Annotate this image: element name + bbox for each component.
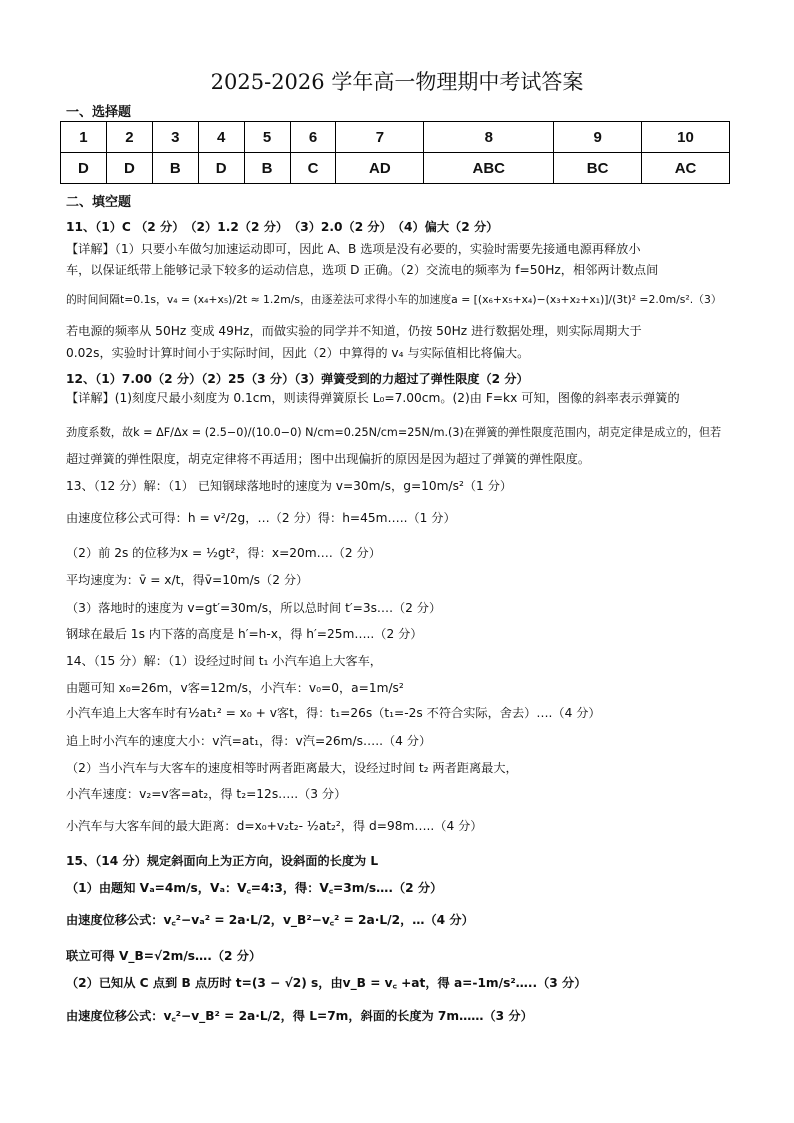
answer-line: 小汽车追上大客车时有½at₁² = x₀ + v客t，得：t₁=26s（t₁=-2s 不符合实际，舍去）….（4 分） — [66, 706, 601, 720]
answer-line: 由速度位移公式：v꜀²−vₐ² = 2a·L/2，v_B²−v꜀² = 2a·L/2，…（4 分） — [66, 913, 474, 927]
answer-line: 若电源的频率从 50Hz 变成 49Hz，而做实验的同学并不知道，仍按 50Hz 进行数据处理，则实际周期大于 — [66, 324, 642, 338]
answer-line: 车，以保证纸带上能够记录下较多的运动信息，选项 D 正确。（2）交流电的频率为 f=50Hz，相邻两计数点间 — [66, 263, 659, 277]
answer-line: 钢球在最后 1s 内下落的高度是 h′=h-x，得 h′=25m…..（2 分） — [66, 627, 423, 641]
answer-line: 12、（1）7.00（2 分）（2）25（3 分）（3）弹簧受到的力超过了弹性限度（2 分） — [66, 372, 529, 386]
answer-line: （2）前 2s 的位移为x = ½gt²，得：x=20m….（2 分） — [66, 546, 381, 560]
table-row-numbers — [61, 122, 730, 153]
answer-line: （3）落地时的速度为 v=gt′=30m/s，所以总时间 t′=3s….（2 分） — [66, 601, 442, 615]
answer-line: （2）当小汽车与大客车的速度相等时两者距离最大，设经过时间 t₂ 两者距离最大， — [66, 761, 518, 775]
table-cell: 7 — [336, 122, 424, 153]
answer-line: 平均速度为：v̄ = x/t，得v̄=10m/s（2 分） — [66, 573, 309, 587]
table-cell: 3 — [152, 122, 198, 153]
answer-line: 由速度位移公式：v꜀²−v_B² = 2a·L/2，得 L=7m，斜面的长度为 7m……（3 分） — [66, 1009, 533, 1023]
answer-line: 【详解】（1）只要小车做匀加速运动即可，因此 A、B 选项是没有必要的，实验时需要先接通电源再释放小 — [66, 242, 641, 256]
table-cell: B — [244, 153, 290, 184]
answer-line: 13、（12 分）解：（1） 已知钢球落地时的速度为 v=30m/s，g=10m/s²（1 分） — [66, 479, 513, 493]
answer-line: 联立可得 V_B=√2m/s….（2 分） — [66, 949, 262, 963]
table-cell: 9 — [554, 122, 642, 153]
answer-line: 0.02s，实验时计算时间小于实际时间，因此（2）中算得的 v₄ 与实际值相比将偏大。 — [66, 346, 530, 360]
table-cell: 8 — [424, 122, 554, 153]
answer-line: 14、（15 分）解：（1）设经过时间 t₁ 小汽车追上大客车， — [66, 654, 382, 668]
answer-line: 由速度位移公式可得：h = v²/2g，…（2 分）得：h=45m…..（1 分） — [66, 511, 456, 525]
page-title: 2025-2026 学年高一物理期中考试答案 — [210, 70, 584, 94]
section-heading-choice: 一、选择题 — [66, 105, 132, 120]
table-cell: 10 — [642, 122, 730, 153]
table-cell: AC — [642, 153, 730, 184]
table-cell: 6 — [290, 122, 336, 153]
table-cell: ABC — [424, 153, 554, 184]
answer-line: 追上时小汽车的速度大小：v汽=at₁，得：v汽=26m/s…..（4 分） — [66, 734, 432, 748]
table-cell: B — [152, 153, 198, 184]
answer-line: 【详解】(1)刻度尺最小刻度为 0.1cm，则读得弹簧原长 L₀=7.00cm。(2)由 F=kx 可知，图像的斜率表示弹簧的 — [66, 391, 680, 405]
table-cell: 2 — [106, 122, 152, 153]
table-cell: D — [106, 153, 152, 184]
table-cell: 4 — [198, 122, 244, 153]
answer-line: 小汽车与大客车间的最大距离：d=x₀+v₂t₂- ½at₂²，得 d=98m…..（4 分） — [66, 819, 483, 833]
table-cell: D — [198, 153, 244, 184]
table-cell: AD — [336, 153, 424, 184]
table-cell: BC — [554, 153, 642, 184]
answer-line: 由题可知 x₀=26m，v客=12m/s，小汽车：v₀=0，a=1m/s² — [66, 681, 404, 695]
answer-line: 劲度系数，故k = ΔF/Δx = (2.5−0)/(10.0−0) N/cm=0.25N/cm=25N/m.(3)在弹簧的弹性限度范围内，胡克定律是成立的，但若 — [66, 426, 722, 439]
answer-line: 15、（14 分）规定斜面向上为正方向，设斜面的长度为 L — [66, 854, 379, 868]
answer-line: 11、（1）C （2 分） （2）1.2（2 分） （3）2.0（2 分） （4）偏大（2 分） — [66, 220, 499, 234]
answer-line: （1）由题知 Vₐ=4m/s，Vₐ：V꜀=4:3，得：V꜀=3m/s….（2 分） — [66, 881, 443, 895]
answer-table — [60, 121, 730, 184]
table-cell: 5 — [244, 122, 290, 153]
table-cell: D — [61, 153, 107, 184]
section-heading-fill: 二、填空题 — [66, 195, 132, 210]
answer-line: 小汽车速度：v₂=v客=at₂，得 t₂=12s…..（3 分） — [66, 787, 347, 801]
table-cell: C — [290, 153, 336, 184]
answer-line: （2）已知从 C 点到 B 点历时 t=(3 − √2) s，由v_B = v꜀ +at，得 a=-1m/s²…..（3 分） — [66, 976, 587, 990]
table-cell: 1 — [61, 122, 107, 153]
table-row-answers — [61, 153, 730, 184]
answer-line: 的时间间隔t=0.1s，v₄ = (x₄+x₅)/2t ≈ 1.2m/s，由逐差法可求得小车的加速度a = [(x₆+x₅+x₄)−(x₃+x₂+x₁)]/(3t)² =2.0m/s².（3） — [66, 293, 722, 306]
answer-line: 超过弹簧的弹性限度，胡克定律将不再适用；图中出现偏折的原因是因为超过了弹簧的弹性限度。 — [66, 452, 591, 466]
